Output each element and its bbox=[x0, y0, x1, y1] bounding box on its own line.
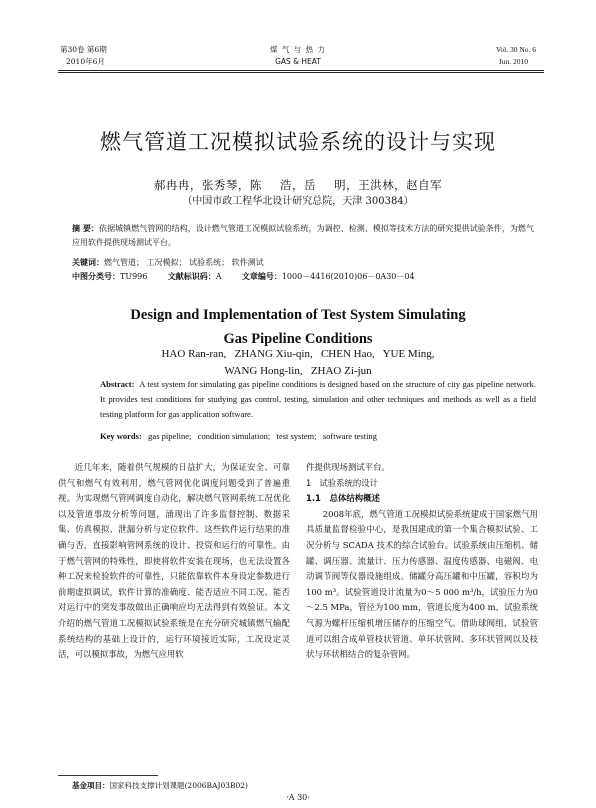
body-left-paragraph: 近几年来，随着供气规模的日益扩大，为保证安全、可靠供气和燃气有效利用，燃气管网优化调度问题受到了普遍重视。为实现燃气管网调度自动化，解决燃气管网系统工况优化以及管道事故分析等问题，涌现出了许多监督控制、数据采集、仿真模拟、泄漏分析与定位软件。这些软件运行结果的准确与否，直接影响管网系统的设计、投资和运行的可靠性。由于燃气管网的特殊性，即使将软件安装在现场，也无法设置各种工况来检验软件的可靠性，只能依靠软件本身设定参数进行前期虚拟调试，软件计算的准确度、能否适应不同工况、能否对运行中的突发事故做出正确响应均无法得到有效验证。本文介绍的燃气管道工况模拟试验系统是在充分研究城镇燃气输配系统结构的基础上设计的，运行环境接近实际，工况设定灵活，可以模拟事故，为燃气应用软 bbox=[58, 462, 290, 660]
footnote-label: 基金项目： bbox=[72, 781, 110, 790]
abstract-en-label: Abstract: bbox=[100, 379, 135, 389]
title-en-line2: Gas Pipeline Conditions bbox=[223, 331, 373, 347]
header-volume-en: Vol. 30 No. 6 bbox=[495, 45, 536, 54]
authors-en-line2: WANG Hong-lin, ZHAO Zi-jun bbox=[224, 365, 372, 377]
doc-code-value: A bbox=[215, 272, 222, 281]
header-rule-top bbox=[58, 70, 544, 71]
section-1-1-heading: 1.1 总体结构概述 bbox=[306, 493, 380, 504]
section-1-heading: 1 试验系统的设计 bbox=[306, 477, 378, 488]
doc-code-label: 文献标识码： bbox=[167, 272, 216, 281]
header-rule-bottom bbox=[58, 72, 544, 73]
authors-en bbox=[0, 346, 596, 380]
authors-cn: 郝冉冉，张秀琴，陈 浩，岳 明，王洪林，赵自军 bbox=[153, 178, 443, 192]
keywords-en-text: gas pipeline; condition simulation; test system; software testing bbox=[148, 431, 377, 441]
header-volume-cn: 第30卷 第6期 bbox=[60, 45, 107, 54]
header-journal-en: GAS & HEAT bbox=[275, 57, 321, 66]
keywords-en-label: Key words: bbox=[100, 431, 142, 441]
keywords-cn-label: 关键词： bbox=[72, 258, 104, 267]
header-journal-cn: 煤 气 与 热 力 bbox=[269, 45, 327, 54]
clc-label: 中图分类号： bbox=[72, 272, 120, 281]
abstract-cn-text: 依据城镇燃气管网的结构，设计燃气管道工况模拟试验系统，为调控、检测、模拟等技术方法的研究提供试验条件，为燃气应用软件提供现场测试平台。 bbox=[72, 224, 534, 247]
keywords-cn-text: 燃气管道； 工况模拟； 试验系统； 软件测试 bbox=[104, 258, 264, 267]
body-right-continuation: 件提供现场测试平台。 bbox=[306, 462, 390, 472]
keywords-cn bbox=[72, 256, 264, 270]
footnote-rule bbox=[58, 775, 158, 776]
keywords-en bbox=[100, 429, 536, 443]
clc-value: TU996 bbox=[120, 272, 148, 281]
title-en-line1: Design and Implementation of Test System Simulating bbox=[130, 307, 466, 323]
title-cn: 燃气管道工况模拟试验系统的设计与实现 bbox=[100, 130, 496, 154]
abstract-en-text: A test system for simulating gas pipeline conditions is designed based on the structure of city gas pipeline network. It provides test conditions for studying gas control, testing, simulation and other techniques and methods as well as a field testing platform for gas application software. bbox=[100, 379, 537, 419]
section-1-1-paragraph: 2008年底，燃气管道工况模拟试验系统建成于国家燃气用具质量监督检验中心，是我国建成的第一个集合模拟试验、工况分析与 SCADA 技术的综合试验台。试验系统由压缩机、储罐、调压器、流量计、压力传感器、温度传感器、电磁阀、电动调节阀等仪器设施组成。储罐分高压罐和中压罐，容积均为100 m³。试验管道设计流量为0～5 000 m³/h，试验压力为0～2.5 MPa，管径为100 mm，管道长度为400 m，试验系统气源为螺杆压缩机增压储存的压缩空气。借助球阀组，试验管道可以组合成单管枝状管道、单环状管网、多环状管网以及枝状与环状相结合的复杂管网。 bbox=[306, 508, 538, 660]
affiliation-cn: （中国市政工程华北设计研究总院，天津 300384） bbox=[182, 196, 414, 207]
footnote bbox=[72, 780, 248, 791]
abstract-cn bbox=[72, 222, 534, 250]
article-no-label: 文章编号： bbox=[241, 272, 282, 281]
footnote-text: 国家科技支撑计划课题(2006BAJ03B02) bbox=[109, 781, 248, 790]
classification-line bbox=[72, 270, 534, 284]
abstract-en bbox=[100, 377, 536, 422]
article-no-value: 1000－4416(2010)06－0A30－04 bbox=[281, 272, 415, 281]
header-date-cn: 2010年6月 bbox=[66, 57, 105, 66]
header-date-en: Jun. 2010 bbox=[498, 57, 528, 66]
title-en bbox=[0, 305, 596, 349]
body-left-column bbox=[58, 460, 290, 663]
page-number: ·A 30· bbox=[286, 793, 310, 802]
authors-en-line1: HAO Ran-ran, ZHANG Xiu-qin, CHEN Hao, YUE Ming, bbox=[161, 348, 435, 360]
body-right-column bbox=[306, 460, 538, 663]
abstract-cn-label: 摘 要： bbox=[72, 224, 100, 233]
